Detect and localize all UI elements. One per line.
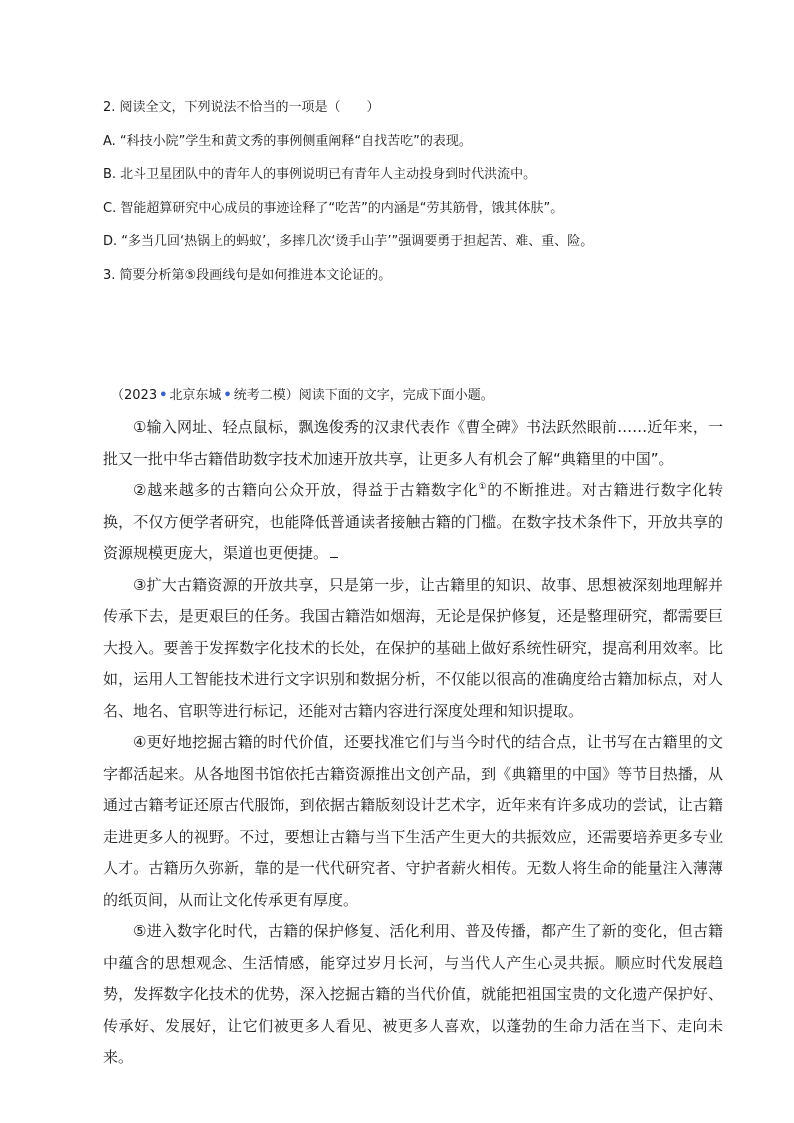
paragraph-2-text-b: 的不断推进。对古籍进行数字化转换，不仅方便学者研究，也能降低普通读者接触古籍的门槛。在数字技术条件下，开放共享的资源规模更庞大，渠道也更便捷。 (103, 481, 723, 562)
paragraph-2-text-a: ②越来越多的古籍向公众开放，得益于古籍数字化 (133, 481, 479, 499)
question-block (103, 100, 703, 301)
paragraph-2 (103, 475, 723, 570)
paragraph-4: ④更好地挖掘古籍的时代价值，还要找准它们与当今时代的结合点，让书写在古籍里的文字都活起来。从各地图书馆依托古籍资源推出文创产品，到《典籍里的中国》等节目热播，从通过古籍考证还原古代服饰，到依据古籍版刻设计艺术字，近年来有许多成功的尝试，让古籍走进更多人的视野。不过，要想让古籍与当下生活产生更大的共振效应，还需要培养更多专业人才。古籍历久弥新，靠的是一代代研究者、守护者薪火相传。无数人将生命的能量注入薄薄的纸页间，从而让文化传承更有厚度。 (103, 733, 723, 909)
blank-underline (330, 543, 338, 558)
paragraph-5: ⑤进入数字化时代，古籍的保护修复、活化利用、普及传播，都产生了新的变化，但古籍中蕴含的思想观念、生活情感，能穿过岁月长河，与当代人产生心灵共振。顺应时代发展趋势，发挥数字化技术的优势，深入挖掘古籍的当代价值，就能把祖国宝贵的文化遗产保护好、传承好、发展好，让它们被更多人看见、被更多人喜欢，以蓬勃的生命力活在当下、走向未来。 (103, 922, 723, 1066)
question-3: 3. 简要分析第⑤段画线句是如何推进本文论证的。 (103, 267, 392, 283)
bullet-dot-icon: • (159, 388, 168, 403)
source-line (103, 386, 723, 406)
footnote-marker[interactable]: ① (478, 482, 488, 492)
source-year: （2023 (111, 388, 158, 403)
paragraph-1: ①输入网址、轻点鼠标，飘逸俊秀的汉隶代表作《曹全碑》书法跃然眼前……近年来，一批又一批中华古籍借助数字技术加速开放共享，让更多人有机会了解“典籍里的中国”。 (103, 418, 723, 468)
bullet-dot-icon: • (223, 388, 232, 403)
option-c: C. 智能超算研究中心成员的事迹诠释了“吃苦”的内涵是“劳其筋骨，饿其体肤”。 (103, 200, 564, 216)
question-2: 2. 阅读全文，下列说法不恰当的一项是（ ） (103, 100, 380, 115)
source-exam: 统考二模）阅读下面的文字，完成下面小题。 (233, 388, 494, 403)
option-a: A. “科技小院”学生和黄文秀的事例侧重阐释“自找苦吃”的表现。 (103, 133, 472, 149)
option-b: B. 北斗卫星团队中的青年人的事例说明已有青年人主动投身到时代洪流中。 (103, 167, 537, 182)
paragraph-3: ③扩大古籍资源的开放共享，只是第一步，让古籍里的知识、故事、思想被深刻地理解并传承下去，是更艰巨的任务。我国古籍浩如烟海，无论是保护修复，还是整理研究，都需要巨大投入。要善于发挥数字化技术的长处，在保护的基础上做好系统性研究，提高利用效率。比如，运用人工智能技术进行文字识别和数据分析，不仅能以很高的准确度给古籍加标点，对人名、地名、官职等进行标记，还能对古籍内容进行深度处理和知识提取。 (103, 575, 723, 720)
reading-passage (103, 386, 723, 1074)
option-d: D. “多当几回‘热锅上的蚂蚁’，多摔几次‘烫手山芋’”强调要勇于担起苦、难、重、险。 (103, 234, 594, 249)
source-region: 北京东城 (169, 388, 222, 403)
